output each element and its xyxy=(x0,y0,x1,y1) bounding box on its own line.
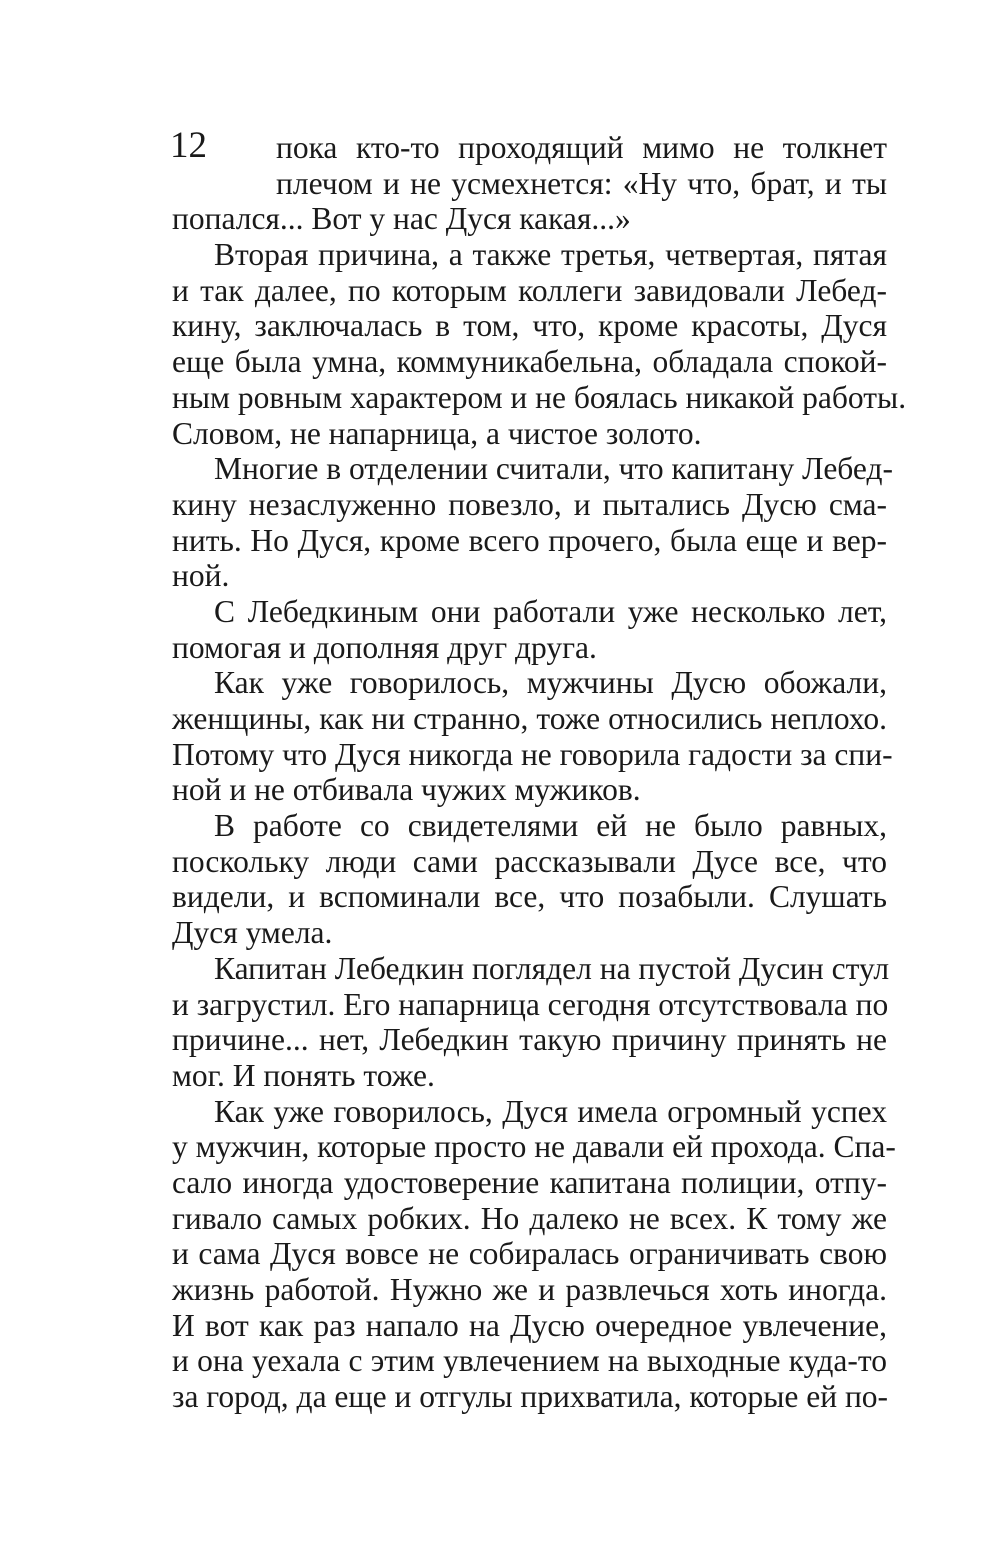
text-line: Многие в отделении считали, что капитану Лебед- xyxy=(214,451,893,487)
text-line: В работе со свидетелями ей не было равных, xyxy=(214,808,887,844)
text-line: Словом, не напарница, а чистое золото. xyxy=(172,415,702,451)
page-number: 12 xyxy=(170,125,207,166)
text-line: видели, и вспоминали все, что позабыли. Слушать xyxy=(172,879,887,915)
text-line: Дуся умела. xyxy=(172,915,333,951)
text-line: Как уже говорилось, Дуся имела огромный успех xyxy=(214,1093,887,1129)
text-line: помогая и дополняя друг друга. xyxy=(172,629,597,665)
text-line: ной и не отбивала чужих мужиков. xyxy=(172,772,641,808)
text-line: ной. xyxy=(172,558,230,594)
text-line: и она уехала с этим увлечением на выходные куда-то xyxy=(172,1343,887,1379)
text-line: и загрустил. Его напарница сегодня отсутствовала по xyxy=(172,986,889,1022)
text-line: мог. И понять тоже. xyxy=(172,1057,435,1093)
text-line: и сама Дуся вовсе не собиралась ограничивать свою xyxy=(172,1236,887,1272)
text-line: попался... Вот у нас Дуся какая...» xyxy=(172,201,631,237)
text-line: пока кто-то проходящий мимо не толкнет xyxy=(276,130,887,165)
text-line: и так далее, по которым коллеги завидовали Лебед- xyxy=(172,272,887,308)
text-line: женщины, как ни странно, тоже относились неплохо. xyxy=(172,701,887,736)
text-line: у мужчин, которые просто не давали ей прохода. Спа- xyxy=(172,1129,896,1165)
text-line: ным ровным характером и не боялась никакой работы. xyxy=(172,379,907,415)
text-line: поскольку люди сами рассказывали Дусе все, что xyxy=(172,843,887,879)
text-line: нить. Но Дуся, кроме всего прочего, была еще и вер- xyxy=(172,522,887,558)
text-line: Капитан Лебедкин поглядел на пустой Дусин стул xyxy=(214,950,890,986)
text-line: Как уже говорилось, мужчины Дусю обожали, xyxy=(214,665,887,701)
text-line: причине... нет, Лебедкин такую причину принять не xyxy=(172,1022,887,1058)
text-line: гивало самых робких. Но далеко не всех. К тому же xyxy=(172,1200,887,1236)
text-line: Потому что Дуся никогда не говорила гадости за спи- xyxy=(172,736,893,772)
text-line: плечом и не усмехнется: «Ну что, брат, и ты xyxy=(276,165,887,201)
text-line: кину, заключалась в том, что, кроме красоты, Дуся xyxy=(172,308,887,344)
body-text xyxy=(172,130,907,1415)
text-line: сало иногда удостоверение капитана полиции, отпу- xyxy=(172,1164,887,1200)
text-line: за город, да еще и отгулы прихватила, которые ей по- xyxy=(172,1379,889,1415)
text-line: еще была умна, коммуникабельна, обладала спокой- xyxy=(172,344,887,380)
text-line: Вторая причина, а также третья, четвертая, пятая xyxy=(214,237,887,273)
text-line: И вот как раз напало на Дусю очередное увлечение, xyxy=(172,1307,887,1343)
text-line: кину незаслуженно повезло, и пытались Дусю сма- xyxy=(172,486,887,522)
text-line: жизнь работой. Нужно же и развлечься хоть иногда. xyxy=(172,1272,887,1307)
text-line: С Лебедкиным они работали уже несколько лет, xyxy=(214,593,887,629)
